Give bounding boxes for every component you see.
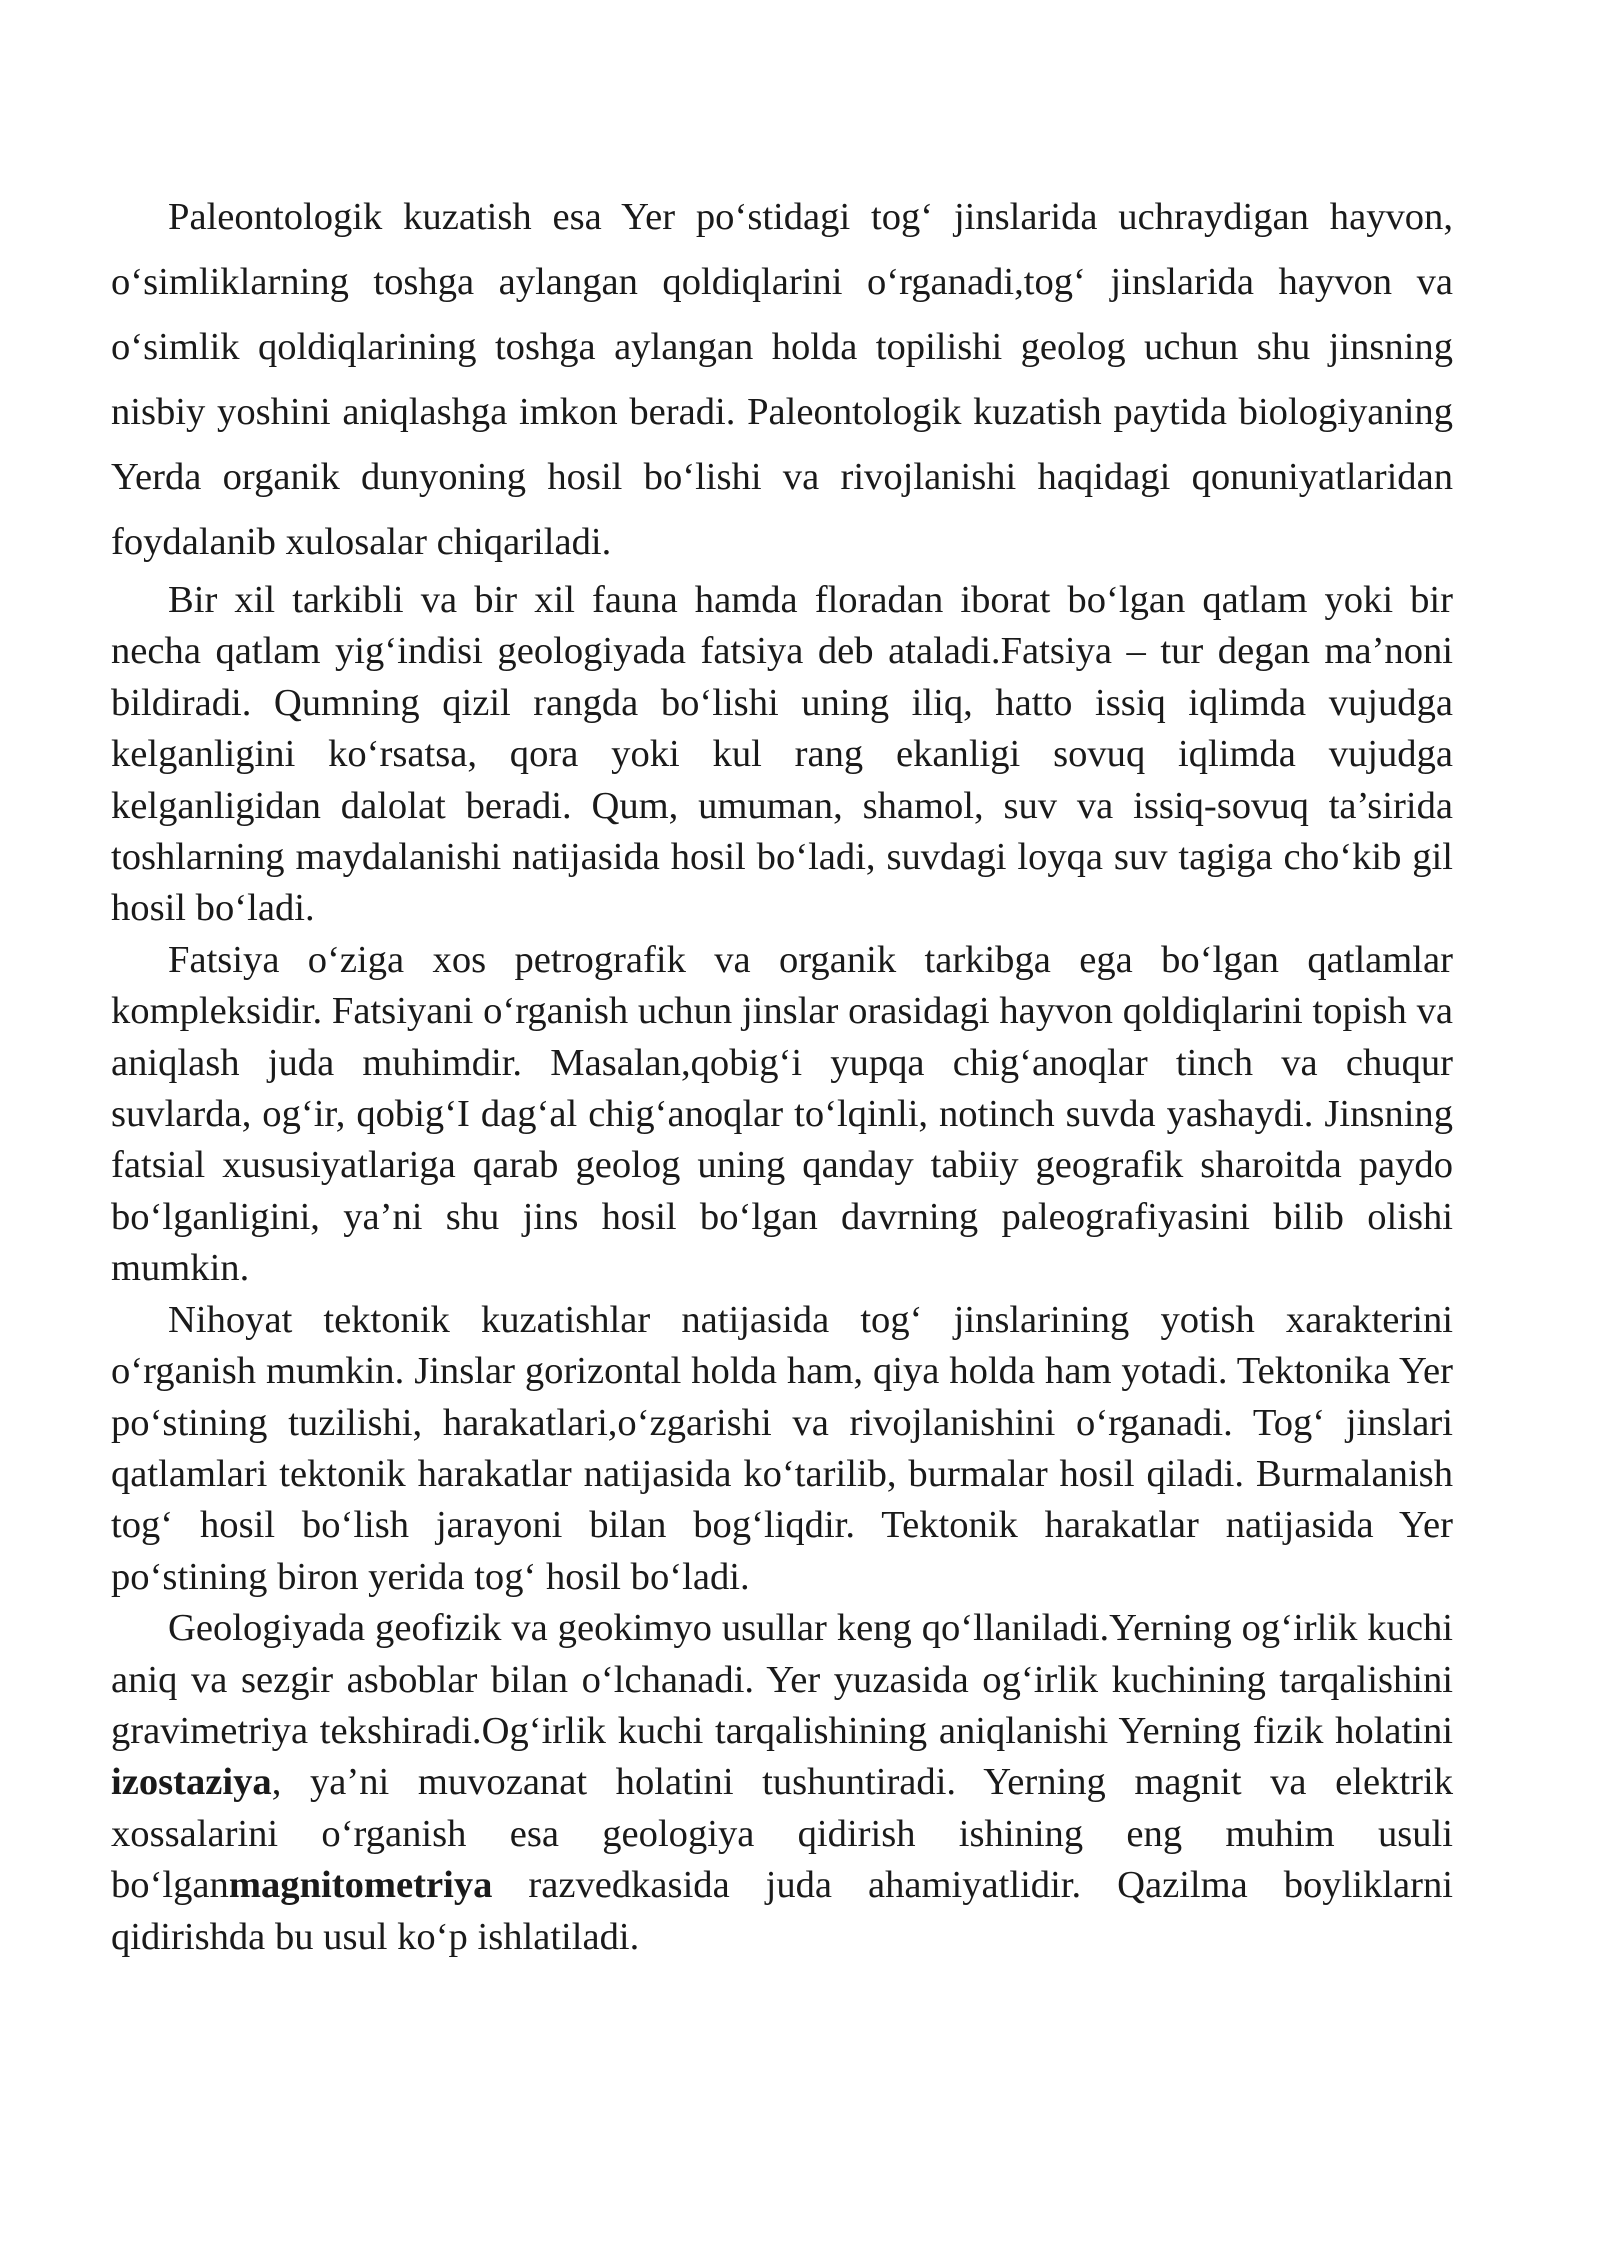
text-run: Geologiyada geofizik va geokimyo usullar keng qo‘llaniladi.Yerning og‘irlik kuchi aniq va sezgir asboblar bilan o‘lchanadi. Yer yuzasida og‘irlik kuchining tarqalishini gravimetriya tekshiradi.Og‘irlik kuchi tarqalishining aniqlanishi Yerning fizik holatini [111,1607,1453,1752]
bold-term-magnitometriya: magnitometriya [228,1864,493,1907]
text-run: razvedkasida juda ahamiyatlidir. Qazilma boyliklarni qidirishda bu usul ko‘p ishlatiladi. [111,1864,1453,1958]
paragraph-fatsiya-definition: Bir xil tarkibli va bir xil fauna hamda floradan iborat bo‘lgan qatlam yoki bir necha qatlam yig‘indisi geologiyada fatsiya deb ataladi.Fatsiya – tur degan ma’noni bildiradi. Qumning qizil rangda bo‘lishi uning iliq, hatto issiq iqlimda vujudga kelganligini ko‘rsatsa, qora yoki kul rang ekanligi sovuq iqlimda vujudga kelganligidan dalolat beradi. Qum, umuman, shamol, suv va issiq-sovuq ta’sirida toshlarning maydalanishi natijasida hosil bo‘ladi, suvdagi loyqa suv tagiga cho‘kib gil hosil bo‘ladi. [111,579,1453,930]
paragraph-paleontologik-kuzatish: Paleontologik kuzatish esa Yer po‘stidagi tog‘ jinslarida uchraydigan hayvon, o‘simliklarning toshga aylangan qoldiqlarini o‘rganadi,tog‘ jinslarida hayvon va o‘simlik qoldiqlarining toshga aylangan holda topilishi geolog uchun shu jinsning nisbiy yoshini aniqlashga imkon beradi. Paleontologik kuzatish paytida biologiyaning Yerda organik dunyoning hosil bo‘lishi va rivojlanishi haqidagi qonuniyatlaridan foydalanib xulosalar chiqariladi. [111,196,1453,563]
text-run: , ya’ni muvozanat holatini tushuntiradi. Yerning magnit va elektrik xossalarini o‘rganish esa geologiya qidirish ishining eng muhim usuli bo‘lgan [111,1761,1453,1907]
paragraph-tektonik-kuzatish: Nihoyat tektonik kuzatishlar natijasida tog‘ jinslarining yotish xarakterini o‘rganish mumkin. Jinslar gorizontal holda ham, qiya holda ham yotadi. Tektonika Yer po‘stining tuzilishi, harakatlari,o‘zgarishi va rivojlanishini o‘rganadi. Tog‘ jinslari qatlamlari tektonik harakatlar natijasida ko‘tarilib, burmalar hosil qiladi. Burmalanish tog‘ hosil bo‘lish jarayoni bilan bog‘liqdir. Tektonik harakatlar natijasida Yer po‘stining biron yerida tog‘ hosil bo‘ladi. [111,1298,1453,1598]
paragraph-fatsiya-kompleks: Fatsiya o‘ziga xos petrografik va organik tarkibga ega bo‘lgan qatlamlar kompleksidir. Fatsiyani o‘rganish uchun jinslar orasidagi hayvon qoldiqlarini topish va aniqlash juda muhimdir. Masalan,qobig‘i yupqa chig‘anoqlar tinch va chuqur suvlarda, og‘ir, qobig‘I dag‘al chig‘anoqlar to‘lqinli, notinch suvda yashaydi. Jinsning fatsial xususiyatlariga qarab geolog uning qanday tabiiy geografik sharoitda paydo bo‘lganligini, ya’ni shu jins hosil bo‘lgan davrning paleografiyasini bilib olishi mumkin. [111,938,1453,1290]
bold-term-izostaziya: izostaziya [111,1761,272,1804]
paragraph-geofizik-usullar [111,1603,1453,1963]
